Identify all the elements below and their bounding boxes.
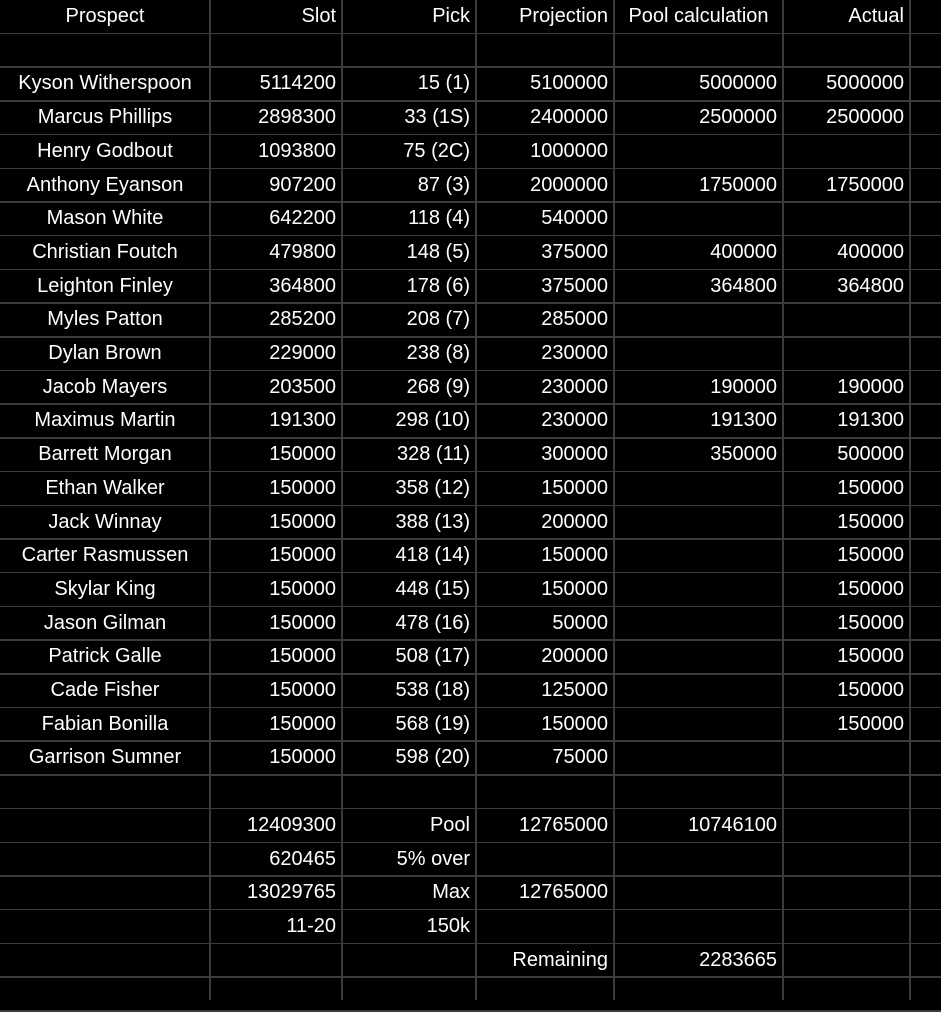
cell-projection[interactable]: 230000 bbox=[541, 409, 608, 432]
cell-prospect[interactable] bbox=[0, 34, 210, 68]
cell-prospect[interactable] bbox=[0, 977, 210, 1011]
table-row bbox=[0, 472, 941, 506]
cell-slot[interactable]: 150000 bbox=[269, 510, 336, 533]
cell-extra[interactable] bbox=[910, 977, 941, 1011]
cell-pick[interactable]: 75 (2C) bbox=[403, 139, 470, 162]
cell-prospect[interactable] bbox=[0, 775, 210, 809]
cell-actual[interactable]: 364800 bbox=[837, 274, 904, 297]
cell-extra[interactable] bbox=[910, 202, 941, 236]
cell-prospect[interactable]: Jacob Mayers bbox=[42, 375, 168, 398]
cell-slot[interactable]: 364800 bbox=[269, 274, 336, 297]
cell-pool-calculation[interactable]: 364800 bbox=[710, 274, 777, 297]
cell-pool-calculation[interactable] bbox=[614, 640, 783, 674]
cell-prospect[interactable] bbox=[0, 910, 210, 944]
cell-actual[interactable] bbox=[783, 977, 910, 1011]
cell-prospect[interactable]: Jason Gilman bbox=[43, 611, 167, 634]
table-row bbox=[0, 135, 941, 169]
table-row bbox=[0, 775, 941, 809]
cell-pick[interactable]: 208 (7) bbox=[406, 308, 470, 331]
table-row bbox=[0, 169, 941, 203]
cell-slot[interactable] bbox=[210, 775, 342, 809]
cell-slot[interactable]: 11-20 bbox=[286, 914, 336, 937]
cell-pick[interactable]: 238 (8) bbox=[406, 342, 470, 364]
cell-slot[interactable]: 479800 bbox=[269, 240, 336, 263]
cell-pool-calculation[interactable]: 1750000 bbox=[699, 173, 777, 196]
cell-pool-calculation[interactable]: 400000 bbox=[710, 240, 777, 263]
cell-extra[interactable] bbox=[910, 674, 941, 708]
cell-actual[interactable] bbox=[783, 910, 910, 944]
cell-prospect[interactable]: Myles Patton bbox=[47, 308, 163, 331]
cell-prospect[interactable]: Jack Winnay bbox=[48, 510, 162, 533]
cell-slot[interactable]: 13029765 bbox=[247, 881, 336, 904]
cell-pick[interactable] bbox=[342, 34, 476, 68]
cell-actual[interactable]: 400000 bbox=[837, 240, 904, 263]
cell-projection[interactable]: 375000 bbox=[541, 240, 608, 263]
cell-actual[interactable]: 150000 bbox=[837, 645, 904, 668]
cell-pool-calculation[interactable]: 2283665 bbox=[699, 948, 777, 971]
header-cell-projection[interactable]: Projection bbox=[519, 5, 608, 27]
cell-actual[interactable]: 150000 bbox=[837, 712, 904, 735]
cell-slot[interactable]: 150000 bbox=[269, 443, 336, 466]
cell-pick[interactable] bbox=[342, 977, 476, 1011]
cell-slot[interactable]: 150000 bbox=[269, 577, 336, 600]
cell-extra[interactable] bbox=[910, 135, 941, 169]
cell-projection[interactable]: 150000 bbox=[541, 476, 608, 499]
cell-prospect[interactable] bbox=[0, 944, 210, 978]
cell-slot[interactable]: 620465 bbox=[269, 847, 336, 870]
cell-pool-calculation[interactable] bbox=[614, 573, 783, 607]
table-row bbox=[0, 674, 941, 708]
cell-actual[interactable]: 191300 bbox=[837, 409, 904, 432]
cell-pick[interactable]: 148 (5) bbox=[406, 240, 470, 263]
table-row bbox=[0, 337, 941, 371]
table-row bbox=[0, 944, 941, 978]
table-row bbox=[0, 236, 941, 270]
cell-pool-calculation[interactable] bbox=[614, 876, 783, 910]
cell-projection[interactable]: 75000 bbox=[552, 746, 608, 769]
cell-pick[interactable]: 478 (16) bbox=[395, 611, 470, 634]
table-row bbox=[0, 741, 941, 775]
cell-extra[interactable] bbox=[910, 404, 941, 438]
cell-pool-calculation[interactable] bbox=[614, 674, 783, 708]
cell-slot[interactable]: 5114200 bbox=[259, 72, 336, 95]
cell-pool-calculation[interactable] bbox=[614, 539, 783, 573]
cell-actual[interactable]: 150000 bbox=[837, 611, 904, 634]
cell-pool-calculation[interactable]: 350000 bbox=[710, 443, 777, 466]
table-row bbox=[0, 910, 941, 944]
cell-extra[interactable] bbox=[910, 337, 941, 371]
table-row bbox=[0, 303, 941, 337]
table-row bbox=[0, 202, 941, 236]
cell-slot[interactable]: 191300 bbox=[269, 409, 336, 432]
cell-actual[interactable] bbox=[783, 775, 910, 809]
cell-actual[interactable] bbox=[783, 876, 910, 910]
cell-actual[interactable]: 150000 bbox=[837, 476, 904, 499]
cell-slot[interactable]: 907200 bbox=[269, 173, 336, 196]
cell-prospect[interactable]: Ethan Walker bbox=[45, 476, 165, 499]
cell-actual[interactable]: 190000 bbox=[837, 375, 904, 398]
cell-prospect[interactable]: Henry Godbout bbox=[37, 139, 173, 162]
cell-pool-calculation[interactable] bbox=[614, 741, 783, 775]
header-cell-extra[interactable] bbox=[910, 0, 941, 34]
table-row bbox=[0, 876, 941, 910]
cell-projection[interactable]: 200000 bbox=[541, 645, 608, 668]
cell-slot[interactable]: 229000 bbox=[269, 342, 336, 364]
cell-slot[interactable]: 642200 bbox=[269, 207, 336, 230]
cell-pool-calculation[interactable] bbox=[614, 337, 783, 371]
cell-pick[interactable]: 5% over bbox=[396, 847, 470, 870]
cell-actual[interactable]: 150000 bbox=[837, 544, 904, 567]
cell-pick[interactable]: 358 (12) bbox=[395, 476, 470, 499]
table-row bbox=[0, 404, 941, 438]
cell-projection[interactable]: 200000 bbox=[541, 510, 608, 533]
cell-prospect[interactable]: Leighton Finley bbox=[37, 274, 173, 297]
cell-actual[interactable] bbox=[783, 337, 910, 371]
cell-extra[interactable] bbox=[910, 67, 941, 101]
cell-actual[interactable]: 500000 bbox=[837, 443, 904, 466]
cell-actual[interactable]: 2500000 bbox=[826, 106, 904, 129]
cell-extra[interactable] bbox=[910, 843, 941, 877]
cell-prospect[interactable] bbox=[0, 809, 210, 843]
cell-projection[interactable] bbox=[476, 775, 614, 809]
cell-extra[interactable] bbox=[910, 775, 941, 809]
cell-prospect[interactable]: Fabian Bonilla bbox=[41, 712, 169, 735]
cell-pool-calculation[interactable]: 10746100 bbox=[688, 813, 777, 836]
table-row bbox=[0, 977, 941, 1011]
cell-extra[interactable] bbox=[910, 708, 941, 742]
cell-projection[interactable]: Remaining bbox=[512, 948, 608, 971]
header-cell-pick[interactable]: Pick bbox=[432, 5, 470, 27]
cell-slot[interactable] bbox=[210, 977, 342, 1011]
cell-projection[interactable]: 150000 bbox=[541, 577, 608, 600]
cell-actual[interactable]: 5000000 bbox=[826, 72, 904, 95]
cell-projection[interactable]: 150000 bbox=[541, 544, 608, 567]
cell-slot[interactable]: 150000 bbox=[269, 476, 336, 499]
table-row bbox=[0, 809, 941, 843]
cell-pick[interactable]: 328 (11) bbox=[396, 443, 470, 466]
table-row bbox=[0, 539, 941, 573]
cell-extra[interactable] bbox=[910, 809, 941, 843]
cell-pick[interactable] bbox=[342, 944, 476, 978]
table-row bbox=[0, 371, 941, 405]
cell-projection[interactable]: 300000 bbox=[541, 443, 608, 466]
cell-pick[interactable]: 268 (9) bbox=[406, 375, 470, 398]
cell-slot[interactable] bbox=[210, 34, 342, 68]
header-cell-slot[interactable]: Slot bbox=[301, 5, 336, 27]
table-row bbox=[0, 101, 941, 135]
cell-projection[interactable]: 125000 bbox=[541, 679, 608, 701]
cell-prospect[interactable]: Anthony Eyanson bbox=[26, 173, 184, 196]
cell-actual[interactable] bbox=[783, 843, 910, 877]
cell-projection[interactable]: 230000 bbox=[541, 375, 608, 398]
cell-prospect[interactable]: Christian Foutch bbox=[32, 240, 178, 263]
cell-extra[interactable] bbox=[910, 876, 941, 910]
cell-extra[interactable] bbox=[910, 944, 941, 978]
header-row bbox=[0, 0, 941, 34]
cell-actual[interactable] bbox=[783, 741, 910, 775]
cell-pick[interactable]: 418 (14) bbox=[395, 544, 470, 567]
cell-prospect[interactable]: Kyson Witherspoon bbox=[18, 72, 192, 95]
cell-extra[interactable] bbox=[910, 101, 941, 135]
table-row bbox=[0, 67, 941, 101]
cell-projection[interactable]: 150000 bbox=[541, 712, 608, 735]
cell-projection[interactable]: 5100000 bbox=[530, 72, 608, 95]
cell-extra[interactable] bbox=[910, 573, 941, 607]
cell-pool-calculation[interactable] bbox=[614, 506, 783, 540]
cell-prospect[interactable]: Dylan Brown bbox=[48, 342, 162, 364]
cell-projection[interactable]: 2400000 bbox=[530, 106, 608, 129]
cell-projection[interactable]: 50000 bbox=[552, 611, 608, 634]
cell-extra[interactable] bbox=[910, 539, 941, 573]
cell-projection[interactable]: 1000000 bbox=[530, 139, 608, 162]
cell-pick[interactable] bbox=[342, 775, 476, 809]
cell-pool-calculation[interactable] bbox=[614, 607, 783, 641]
cell-actual[interactable] bbox=[783, 944, 910, 978]
cell-pool-calculation[interactable] bbox=[614, 303, 783, 337]
cell-pick[interactable]: 568 (19) bbox=[395, 712, 470, 735]
table-row bbox=[0, 270, 941, 304]
cell-actual[interactable] bbox=[783, 202, 910, 236]
cell-pool-calculation[interactable] bbox=[614, 34, 783, 68]
cell-projection[interactable]: 375000 bbox=[541, 274, 608, 297]
cell-extra[interactable] bbox=[910, 607, 941, 641]
cell-projection[interactable]: 285000 bbox=[541, 308, 608, 331]
cell-slot[interactable]: 150000 bbox=[269, 611, 336, 634]
cell-extra[interactable] bbox=[910, 303, 941, 337]
cell-extra[interactable] bbox=[910, 741, 941, 775]
cell-slot[interactable]: 150000 bbox=[269, 679, 336, 701]
cell-prospect[interactable]: Skylar King bbox=[54, 577, 156, 600]
header-cell-pool-calculation[interactable]: Pool calculation bbox=[628, 5, 769, 27]
cell-prospect[interactable]: Cade Fisher bbox=[50, 679, 160, 701]
table-row bbox=[0, 438, 941, 472]
cell-pick[interactable]: 538 (18) bbox=[395, 679, 470, 701]
table-row bbox=[0, 843, 941, 877]
cell-actual[interactable]: 1750000 bbox=[826, 173, 904, 196]
cell-pick[interactable]: 298 (10) bbox=[395, 409, 470, 432]
cell-pool-calculation[interactable] bbox=[614, 910, 783, 944]
cell-prospect[interactable] bbox=[0, 843, 210, 877]
cell-pool-calculation[interactable]: 5000000 bbox=[699, 72, 777, 95]
cell-projection[interactable]: 540000 bbox=[541, 207, 608, 230]
cell-pool-calculation[interactable]: 2500000 bbox=[699, 106, 777, 129]
table-row bbox=[0, 34, 941, 68]
cell-pool-calculation[interactable] bbox=[614, 135, 783, 169]
cell-projection[interactable]: 230000 bbox=[541, 342, 608, 364]
table-row bbox=[0, 708, 941, 742]
header-cell-actual[interactable]: Actual bbox=[848, 5, 904, 27]
cell-pool-calculation[interactable]: 191300 bbox=[710, 409, 777, 432]
cell-slot[interactable]: 12409300 bbox=[247, 813, 336, 836]
cell-extra[interactable] bbox=[910, 910, 941, 944]
cell-projection[interactable] bbox=[476, 843, 614, 877]
cell-extra[interactable] bbox=[910, 640, 941, 674]
cell-projection[interactable]: 12765000 bbox=[519, 813, 608, 836]
cell-pick[interactable]: 178 (6) bbox=[406, 274, 470, 297]
cell-pick[interactable]: 15 (1) bbox=[417, 72, 470, 95]
cell-slot[interactable]: 150000 bbox=[269, 544, 336, 567]
cell-pool-calculation[interactable] bbox=[614, 843, 783, 877]
cell-extra[interactable] bbox=[910, 506, 941, 540]
cell-projection[interactable]: 12765000 bbox=[519, 881, 608, 904]
cell-extra[interactable] bbox=[910, 438, 941, 472]
cell-extra[interactable] bbox=[910, 371, 941, 405]
cell-pick[interactable]: 598 (20) bbox=[395, 746, 470, 769]
cell-pick[interactable]: 448 (15) bbox=[395, 577, 470, 600]
cell-extra[interactable] bbox=[910, 270, 941, 304]
cell-projection[interactable]: 2000000 bbox=[530, 173, 608, 196]
cell-pick[interactable]: 388 (13) bbox=[395, 510, 470, 533]
cell-pool-calculation[interactable] bbox=[614, 708, 783, 742]
cell-slot[interactable]: 285200 bbox=[269, 308, 336, 331]
header-cell-prospect[interactable]: Prospect bbox=[65, 5, 145, 27]
cell-slot[interactable]: 150000 bbox=[269, 712, 336, 735]
cell-slot[interactable]: 1093800 bbox=[258, 139, 336, 162]
cell-prospect[interactable]: Maximus Martin bbox=[34, 409, 176, 432]
cell-prospect[interactable]: Mason White bbox=[46, 207, 164, 230]
cell-actual[interactable]: 150000 bbox=[837, 679, 904, 701]
cell-pick[interactable]: 508 (17) bbox=[395, 645, 470, 668]
cell-prospect[interactable]: Garrison Sumner bbox=[28, 746, 182, 769]
table-row bbox=[0, 607, 941, 641]
cell-pick[interactable]: 150k bbox=[426, 914, 470, 937]
cell-slot[interactable] bbox=[210, 944, 342, 978]
cell-projection[interactable] bbox=[476, 977, 614, 1011]
cell-actual[interactable] bbox=[783, 135, 910, 169]
cell-pick[interactable]: Pool bbox=[429, 813, 470, 836]
cell-slot[interactable]: 150000 bbox=[269, 746, 336, 769]
table-row bbox=[0, 640, 941, 674]
cell-pick[interactable]: Max bbox=[432, 881, 470, 904]
cell-pool-calculation[interactable] bbox=[614, 472, 783, 506]
cell-projection[interactable] bbox=[476, 34, 614, 68]
cell-actual[interactable] bbox=[783, 303, 910, 337]
cell-slot[interactable]: 203500 bbox=[269, 375, 336, 398]
cell-pool-calculation[interactable] bbox=[614, 202, 783, 236]
cell-pool-calculation[interactable]: 190000 bbox=[710, 375, 777, 398]
cell-prospect[interactable] bbox=[0, 876, 210, 910]
cell-prospect[interactable]: Carter Rasmussen bbox=[21, 544, 189, 567]
cell-actual[interactable]: 150000 bbox=[837, 510, 904, 533]
cell-actual[interactable] bbox=[783, 34, 910, 68]
cell-extra[interactable] bbox=[910, 169, 941, 203]
cell-projection[interactable] bbox=[476, 910, 614, 944]
cell-prospect[interactable]: Patrick Galle bbox=[48, 645, 162, 668]
cell-extra[interactable] bbox=[910, 236, 941, 270]
cell-actual[interactable]: 150000 bbox=[837, 577, 904, 600]
table-row bbox=[0, 506, 941, 540]
cell-pool-calculation[interactable] bbox=[614, 775, 783, 809]
cell-prospect[interactable]: Marcus Phillips bbox=[37, 106, 173, 129]
cell-pick[interactable]: 33 (1S) bbox=[404, 106, 470, 129]
cell-pick[interactable]: 118 (4) bbox=[408, 207, 470, 230]
cell-extra[interactable] bbox=[910, 472, 941, 506]
cell-slot[interactable]: 150000 bbox=[269, 645, 336, 668]
cell-prospect[interactable]: Barrett Morgan bbox=[38, 443, 172, 466]
table-row bbox=[0, 573, 941, 607]
cell-extra[interactable] bbox=[910, 34, 941, 68]
cell-pick[interactable]: 87 (3) bbox=[417, 173, 470, 196]
cell-actual[interactable] bbox=[783, 809, 910, 843]
cell-pool-calculation[interactable] bbox=[614, 977, 783, 1011]
cell-slot[interactable]: 2898300 bbox=[258, 106, 336, 129]
